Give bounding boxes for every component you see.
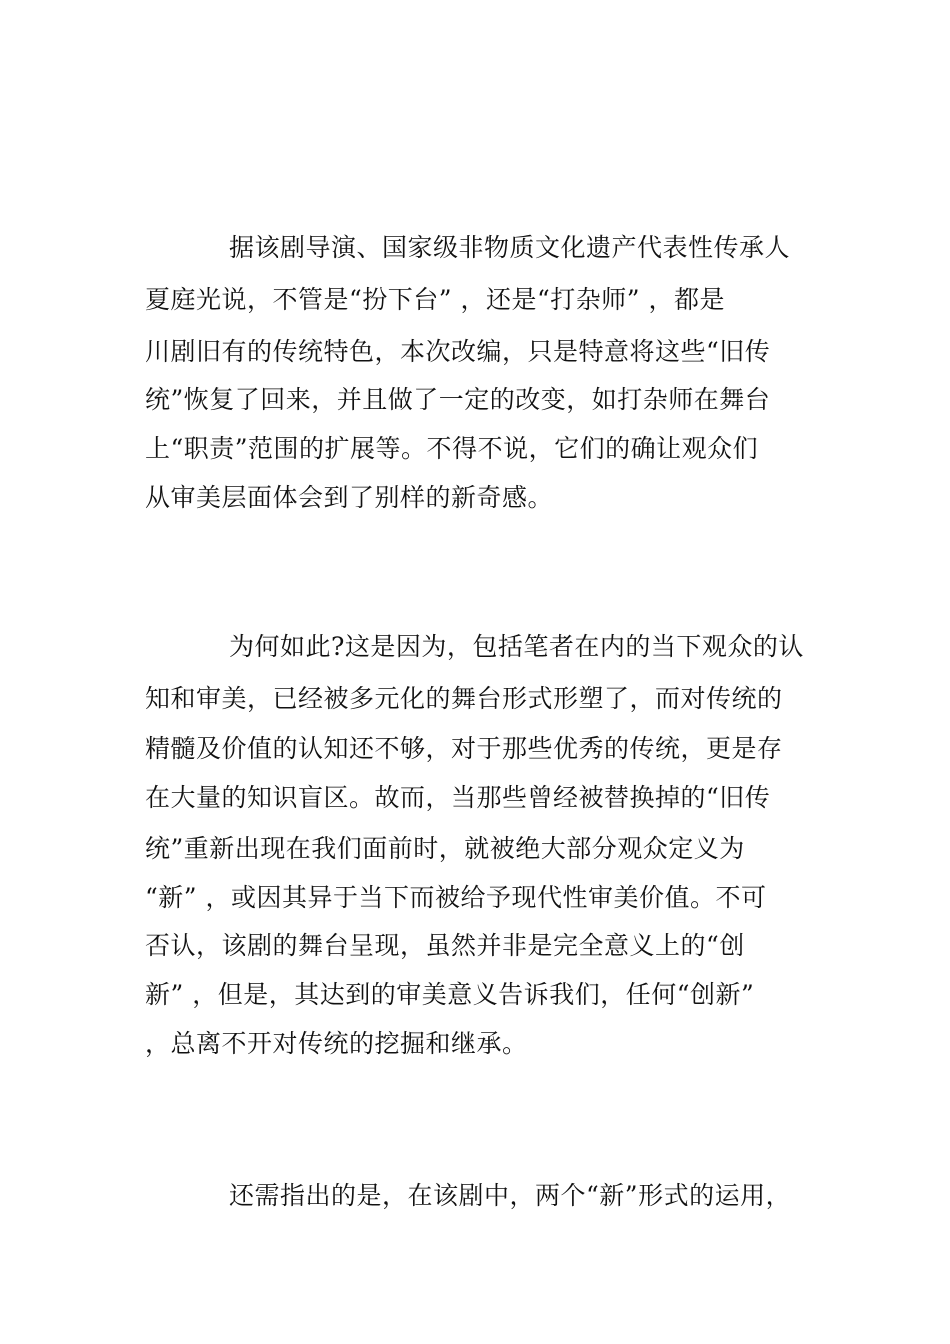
paragraph-line: 否认，该剧的舞台呈现，虽然并非是完全意义上的“创 bbox=[145, 931, 745, 960]
paragraph-line: 为何如此?这是因为，包括笔者在内的当下观众的认 bbox=[229, 632, 804, 661]
paragraph-line: 川剧旧有的传统特色，本次改编，只是特意将这些“旧传 bbox=[145, 337, 771, 366]
paragraph-line: “新” ，或因其异于当下而被给予现代性审美价值。不可 bbox=[145, 883, 767, 912]
paragraph-line: 统”重新出现在我们面前时，就被绝大部分观众定义为 bbox=[145, 834, 745, 863]
paragraph-line: 新” ，但是，其达到的审美意义告诉我们，任何“创新” bbox=[145, 980, 755, 1009]
paragraph-line: 精髓及价值的认知还不够，对于那些优秀的传统，更是存 bbox=[145, 734, 783, 763]
paragraph-line: 上“职责”范围的扩展等。不得不说，它们的确让观众们 bbox=[145, 434, 759, 463]
paragraph-line: 知和审美，已经被多元化的舞台形式形塑了，而对传统的 bbox=[145, 684, 783, 713]
paragraph-line: 据该剧导演、国家级非物质文化遗产代表性传承人 bbox=[229, 233, 791, 262]
paragraph-line: 在大量的知识盲区。故而，当那些曾经被替换掉的“旧传 bbox=[145, 783, 771, 812]
paragraph-line: 统”恢复了回来，并且做了一定的改变，如打杂师在舞台 bbox=[145, 385, 771, 414]
paragraph-line: ，总离不开对传统的挖掘和继承。 bbox=[145, 1029, 528, 1058]
paragraph-line: 从审美层面体会到了别样的新奇感。 bbox=[145, 483, 554, 512]
paragraph-line: 还需指出的是，在该剧中，两个“新”形式的运用， bbox=[229, 1181, 792, 1210]
paragraph-line: 夏庭光说，不管是“扮下台” ，还是“打杂师” ，都是 bbox=[145, 285, 726, 314]
